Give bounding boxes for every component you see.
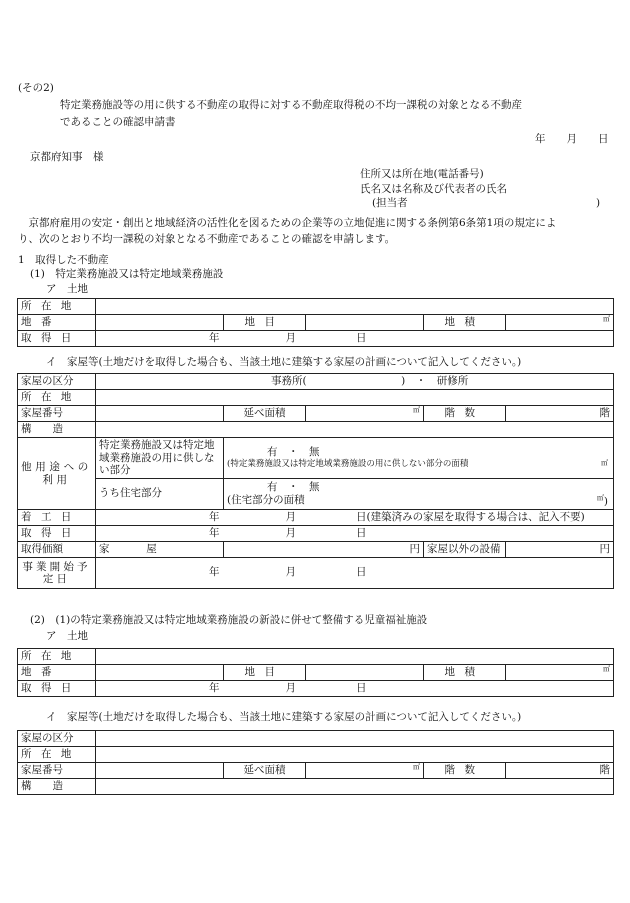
land-category-field[interactable] [306,315,424,331]
application-paragraph-1: 京都府雇用の安定・創出と地域経済の活性化を図るための企業等の立地促進に関する条例第6条第1項の規定によ [18,217,557,229]
lot-number-field[interactable] [96,315,224,331]
house-number-label: 家屋番号 [18,763,96,779]
land-table-2 [17,648,614,697]
other-use-answer-2[interactable]: 有 ・ 無 (住宅部分の面積 ㎡) [224,479,614,510]
lot-number-label: 地番 [18,665,96,681]
location-field[interactable] [96,299,614,315]
building-location-field[interactable] [96,390,614,406]
addressee: 京都府知事 様 [30,151,104,163]
acquisition-date-field[interactable]: 年 月 日 [96,331,614,347]
price-label: 取得価額 [18,542,96,558]
application-date: 年 月 日 [535,133,609,145]
land-heading-1: ア 土地 [46,283,88,295]
section-heading: 1 取得した不動産 [18,254,109,266]
structure-label: 構 造 [18,779,96,795]
price-building-field[interactable]: 円 [224,542,424,558]
floor-area-field[interactable]: ㎡ [306,406,424,422]
acquisition-date-label: 取得日 [18,331,96,347]
location-field[interactable] [96,649,614,665]
lot-number-field[interactable] [96,665,224,681]
form-title-line2: であることの確認申請書 [60,116,176,128]
building-acq-date-field[interactable]: 年 月 日 [96,526,614,542]
acquisition-date-field[interactable]: 年 月 日 [96,681,614,697]
land-area-label: 地積 [424,315,506,331]
building-type-field[interactable] [96,731,614,747]
other-use-label: 他用途への利用 [18,438,96,510]
structure-label: 構 造 [18,422,96,438]
applicant-name-label: 氏名又は名称及び代表者の氏名 [360,183,507,195]
other-use-question-1: 特定業務施設又は特定地域業務施設の用に供しない部分 [96,438,224,479]
acquisition-date-label: 取得日 [18,681,96,697]
house-number-field[interactable] [96,406,224,422]
building-location-label: 所在地 [18,747,96,763]
land-heading-2: ア 土地 [46,630,88,642]
other-use-answer-1[interactable]: 有 ・ 無 (特定業務施設又は特定地域業務施設の用に供しない部分の面積 ㎡ [224,438,614,479]
applicant-contact-label: (担当者 [372,197,408,209]
land-area-field[interactable]: ㎡ [506,665,614,681]
land-category-label: 地目 [224,315,306,331]
business-start-label: 事業開始予定日 [18,558,96,589]
subsection-1-heading: (1) 特定業務施設又は特定地域業務施設 [30,268,224,280]
building-table-1 [17,373,614,589]
lot-number-label: 地番 [18,315,96,331]
building-heading-1: イ 家屋等(土地だけを取得した場合も、当該土地に建築する家屋の計画について記入してください。) [46,356,522,368]
application-paragraph-2: り、次のとおり不均一課税の対象となる不動産であることの確認を申請します。 [18,233,396,245]
building-type-label: 家屋の区分 [18,731,96,747]
building-acq-date-label: 取得日 [18,526,96,542]
floors-field[interactable]: 階 [506,763,614,779]
construction-start-field[interactable]: 年 月 日(建築済みの家屋を取得する場合は、記入不要) [96,510,614,526]
form-number: (その2) [18,82,54,94]
land-area-label: 地積 [424,665,506,681]
construction-start-label: 着工日 [18,510,96,526]
land-category-field[interactable] [306,665,424,681]
building-location-label: 所在地 [18,390,96,406]
house-number-field[interactable] [96,763,224,779]
applicant-address-label: 住所又は所在地(電話番号) [360,168,484,180]
structure-field[interactable] [96,779,614,795]
land-area-field[interactable]: ㎡ [506,315,614,331]
floors-field[interactable]: 階 [506,406,614,422]
structure-field[interactable] [96,422,614,438]
price-other-label: 家屋以外の設備 [424,542,506,558]
building-type-label: 家屋の区分 [18,374,96,390]
floors-label: 階数 [424,763,506,779]
house-number-label: 家屋番号 [18,406,96,422]
building-table-2 [17,730,614,795]
building-location-field[interactable] [96,747,614,763]
applicant-contact-close: ) [596,197,601,209]
floor-area-label: 延べ面積 [224,763,306,779]
building-type-field[interactable]: 事務所( ) ・ 研修所 [96,374,614,390]
form-title-line1: 特定業務施設等の用に供する不動産の取得に対する不動産取得税の不均一課税の対象となる不動産 [60,99,522,111]
floor-area-field[interactable]: ㎡ [306,763,424,779]
subsection-2-heading: (2) (1)の特定業務施設又は特定地域業務施設の新設に併せて整備する児童福祉施設 [30,614,428,626]
price-building-label: 家 屋 [96,542,224,558]
price-other-field[interactable]: 円 [506,542,614,558]
building-heading-2: イ 家屋等(土地だけを取得した場合も、当該土地に建築する家屋の計画について記入してください。) [46,711,522,723]
floors-label: 階数 [424,406,506,422]
location-label: 所在地 [18,649,96,665]
floor-area-label: 延べ面積 [224,406,306,422]
business-start-field[interactable]: 年 月 日 [96,558,614,589]
other-use-question-2: うち住宅部分 [96,479,224,510]
land-category-label: 地目 [224,665,306,681]
location-label: 所在地 [18,299,96,315]
land-table-1 [17,298,614,347]
